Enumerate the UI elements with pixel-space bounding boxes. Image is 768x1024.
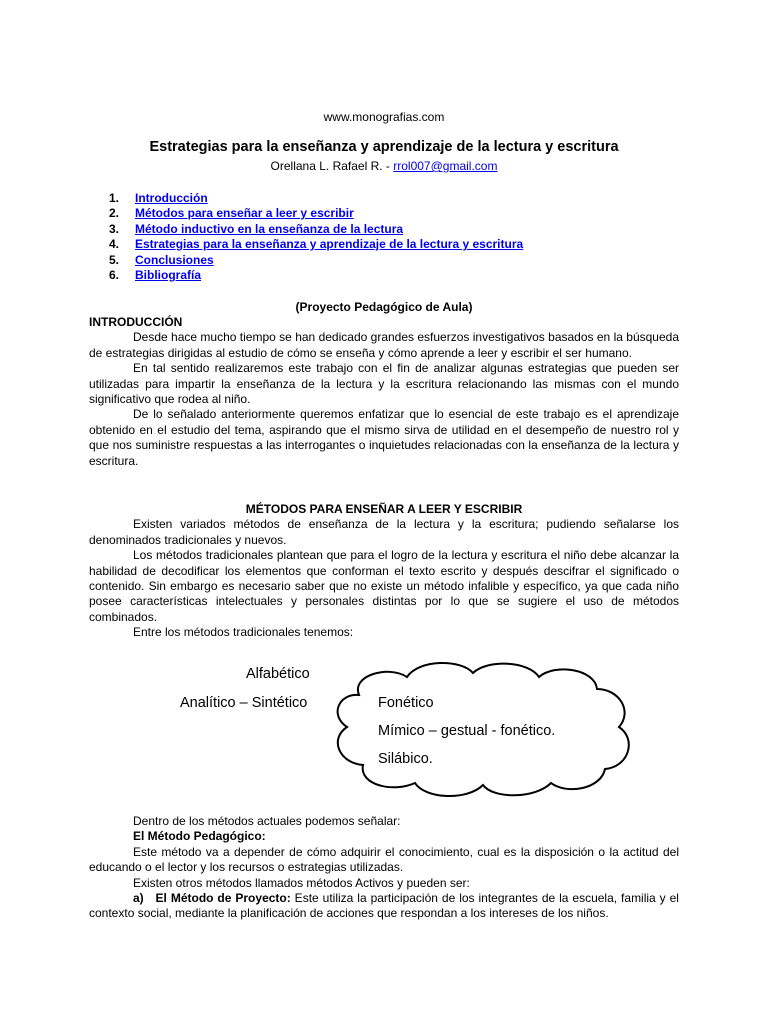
introduction-paragraph-3: De lo señalado anteriormente queremos enfatizar que lo esencial de este trabajo es el aprendizaje obtenido en el estudio del tema, aspirando que el mismo sirva de utilidad en el desempeño de nuestro rol y que nos suministre respuestas a las interrogantes o inquietudes relacionadas con la enseñanza de la lectura y escritura. xyxy=(89,407,679,468)
project-label: (Proyecto Pedagógico de Aula) xyxy=(295,300,473,314)
introduction-paragraph-2: En tal sentido realizaremos este trabajo con el fin de analizar algunas estrategias que pueden ser utilizadas para impartir la enseñanza de la lectura y la escritura relacionando las mismas con el mundo significativo que rodea al niño. xyxy=(89,361,679,407)
introduction-section xyxy=(89,315,679,469)
toc-number: 2. xyxy=(109,206,120,221)
current-paragraph-1: Dentro de los métodos actuales podemos señalar: xyxy=(133,814,401,828)
methods-paragraph-3: Entre los métodos tradicionales tenemos: xyxy=(133,625,354,640)
project-method-title: El Método de Proyecto: xyxy=(155,891,291,906)
toc-link-estrategias[interactable]: Estrategias para la enseñanza y aprendizaje de la lectura y escritura xyxy=(135,237,524,252)
toc-item xyxy=(109,253,649,268)
current-paragraph-3: Existen otros métodos llamados métodos Activos y pueden ser: xyxy=(133,875,470,890)
methods-section xyxy=(89,502,679,641)
current-paragraph-2: Este método va a depender de cómo adquirir el conocimiento, cual es la disposición o la actitud del educando o el lector y los recursos o estrategias utilizadas. xyxy=(89,844,679,875)
pedagogic-method-heading: El Método Pedagógico: xyxy=(133,829,266,844)
methods-diagram xyxy=(89,655,679,805)
toc-number: 4. xyxy=(109,237,120,252)
method-fonetico: Fonético xyxy=(378,695,434,711)
method-analitico-sintetico: Analítico – Sintético xyxy=(180,695,308,711)
toc-number: 3. xyxy=(109,221,120,236)
author-email-link[interactable]: rrol007@gmail.com xyxy=(393,159,498,173)
methods-heading: MÉTODOS PARA ENSEÑAR A LEER Y ESCRIBIR xyxy=(245,502,523,516)
project-method-text: Este utiliza la participación de los integrantes de la escuela, familia y el contexto social, mediante la planificación de acciones que respondan a los intereses de los niños. xyxy=(89,891,679,921)
document-title: Estrategias para la enseñanza y aprendizaje de la lectura y escritura xyxy=(149,139,619,155)
toc-item xyxy=(109,237,649,252)
toc-number: 6. xyxy=(109,267,120,282)
toc-number: 1. xyxy=(109,191,120,205)
toc-link-metodos[interactable]: Métodos para enseñar a leer y escribir xyxy=(135,206,354,221)
author-name: Orellana L. Rafael R. - xyxy=(270,159,394,173)
methods-paragraph-1: Existen variados métodos de enseñanza de la lectura y la escritura; pudiendo señalarse los denominados tradicionales y nuevos. xyxy=(89,517,679,547)
toc-item xyxy=(109,206,649,221)
toc-item xyxy=(109,191,649,206)
introduction-paragraph-1: Desde hace mucho tiempo se han dedicado grandes esfuerzos investigativos basados en la búsqueda de estrategias dirigidas al estudio de cómo se enseña y cómo aprende a leer y escribir el ser humano. xyxy=(89,330,679,360)
method-alfabetico: Alfabético xyxy=(246,666,310,682)
item-marker: a) xyxy=(133,891,144,906)
toc-item xyxy=(109,222,649,237)
project-method-item xyxy=(89,891,679,922)
method-silabico: Silábico. xyxy=(378,751,433,767)
toc-link-introduccion[interactable]: Introducción xyxy=(135,191,208,205)
toc-link-bibliografia[interactable]: Bibliografía xyxy=(135,267,202,282)
toc-link-metodo-inductivo[interactable]: Método inductivo en la enseñanza de la lectura xyxy=(135,221,404,236)
table-of-contents xyxy=(109,191,649,283)
toc-link-conclusiones[interactable]: Conclusiones xyxy=(135,252,214,267)
method-mimico-gestual: Mímico – gestual - fonético. xyxy=(378,723,556,739)
toc-item xyxy=(109,268,649,283)
author-line xyxy=(89,159,679,174)
current-methods-section xyxy=(89,814,679,922)
methods-paragraph-2: Los métodos tradicionales plantean que para el logro de la lectura y escritura el niño debe alcanzar la habilidad de decodificar los elementos que conforman el texto escrito y después descifrar el significado o contenido. Sin embargo es necesario saber que no existe un método infalible y específico, ya que cada niño posee características intelectuales y personales distintas por lo que se sugiere el uso de métodos combinados. xyxy=(89,548,679,624)
introduction-heading: INTRODUCCIÓN xyxy=(89,315,183,329)
site-name: www.monografias.com xyxy=(323,110,445,124)
toc-number: 5. xyxy=(109,252,120,267)
